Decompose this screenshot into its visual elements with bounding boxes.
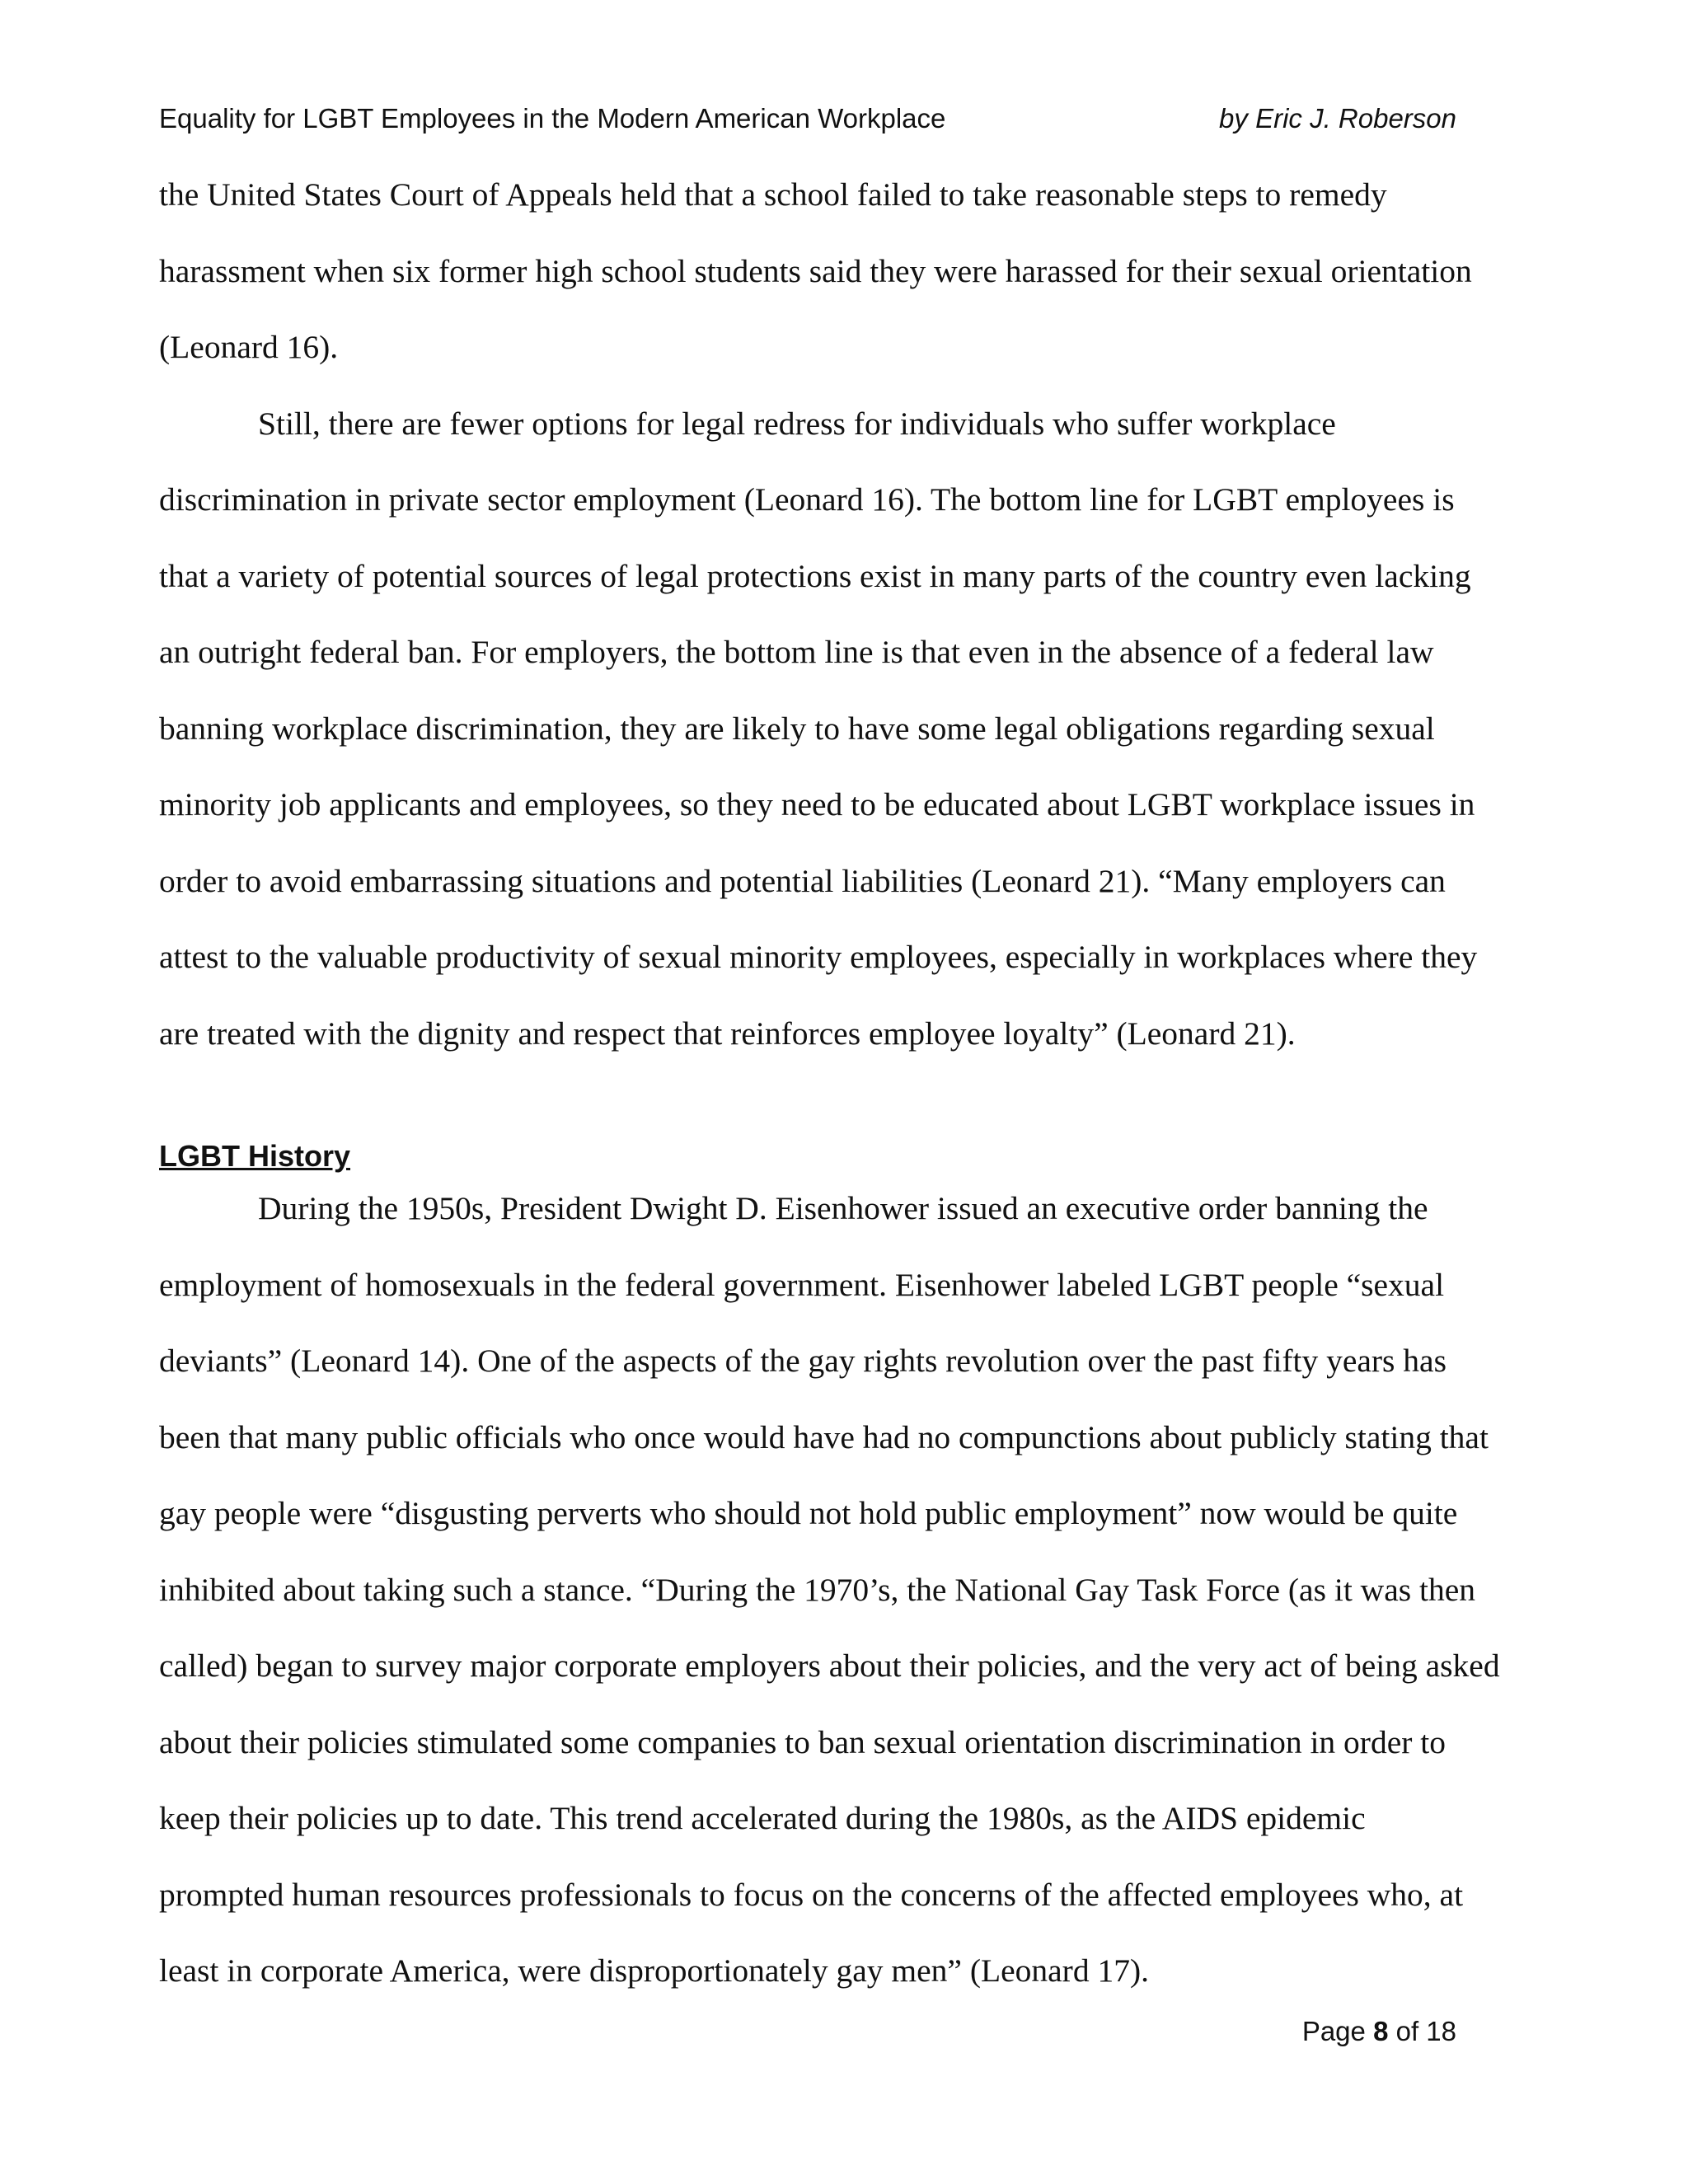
page-label-suffix: of 18 (1388, 2016, 1456, 2046)
page-number-footer (1302, 2011, 1456, 2052)
text-line: order to avoid embarrassing situations and potential liabilities (Leonard 21). “Many employers can (159, 862, 1446, 899)
text-line: inhibited about taking such a stance. “During the 1970’s, the National Gay Task Force (as it was then (159, 1571, 1475, 1608)
text-line: called) began to survey major corporate employers about their policies, and the very act of being asked (159, 1647, 1500, 1684)
text-line: discrimination in private sector employment (Leonard 16). The bottom line for LGBT employees is (159, 481, 1455, 518)
current-page-number: 8 (1373, 2016, 1389, 2046)
text-line: the United States Court of Appeals held that a school failed to take reasonable steps to remedy (159, 176, 1387, 213)
page-header (159, 98, 1456, 139)
paragraph-block-1 (159, 157, 1560, 1071)
text-line: employment of homosexuals in the federal government. Eisenhower labeled LGBT people “sexual (159, 1266, 1445, 1303)
text-line: (Leonard 16). (159, 329, 339, 365)
text-line: been that many public officials who once would have had no compunctions about publicly stating that (159, 1418, 1489, 1455)
document-title: Equality for LGBT Employees in the Modern American Workplace (159, 103, 946, 134)
text-line: minority job applicants and employees, so they need to be educated about LGBT workplace issues in (159, 786, 1475, 823)
text-line: Still, there are fewer options for legal redress for individuals who suffer workplace (258, 405, 1336, 442)
text-line: attest to the valuable productivity of sexual minority employees, especially in workplaces where they (159, 939, 1478, 975)
text-line: harassment when six former high school students said they were harassed for their sexual orientation (159, 252, 1472, 289)
text-line: keep their policies up to date. This trend accelerated during the 1980s, as the AIDS epidemic (159, 1800, 1366, 1836)
text-line: deviants” (Leonard 14). One of the aspects of the gay rights revolution over the past fifty years has (159, 1343, 1447, 1379)
text-line: prompted human resources professionals to focus on the concerns of the affected employees who, at (159, 1876, 1464, 1913)
text-line: that a variety of potential sources of legal protections exist in many parts of the country even lacking (159, 557, 1471, 594)
author-byline: by Eric J. Roberson (1219, 103, 1456, 134)
text-line: least in corporate America, were disproportionately gay men” (Leonard 17). (159, 1952, 1149, 1989)
text-line: an outright federal ban. For employers, the bottom line is that even in the absence of a federal law (159, 634, 1434, 670)
section-heading: LGBT History (159, 1139, 351, 1173)
text-line: are treated with the dignity and respect that reinforces employee loyalty” (Leonard 21). (159, 1015, 1296, 1052)
text-line: banning workplace discrimination, they are likely to have some legal obligations regarding sexual (159, 710, 1435, 747)
text-line: During the 1950s, President Dwight D. Eisenhower issued an executive order banning the (258, 1190, 1428, 1226)
text-line: about their policies stimulated some companies to ban sexual orientation discrimination in order to (159, 1723, 1446, 1760)
page-label-prefix: Page (1301, 2016, 1374, 2046)
text-line: gay people were “disgusting perverts who should not hold public employment” now would be quite (159, 1495, 1458, 1531)
paragraph-block-2 (159, 1170, 1560, 2009)
